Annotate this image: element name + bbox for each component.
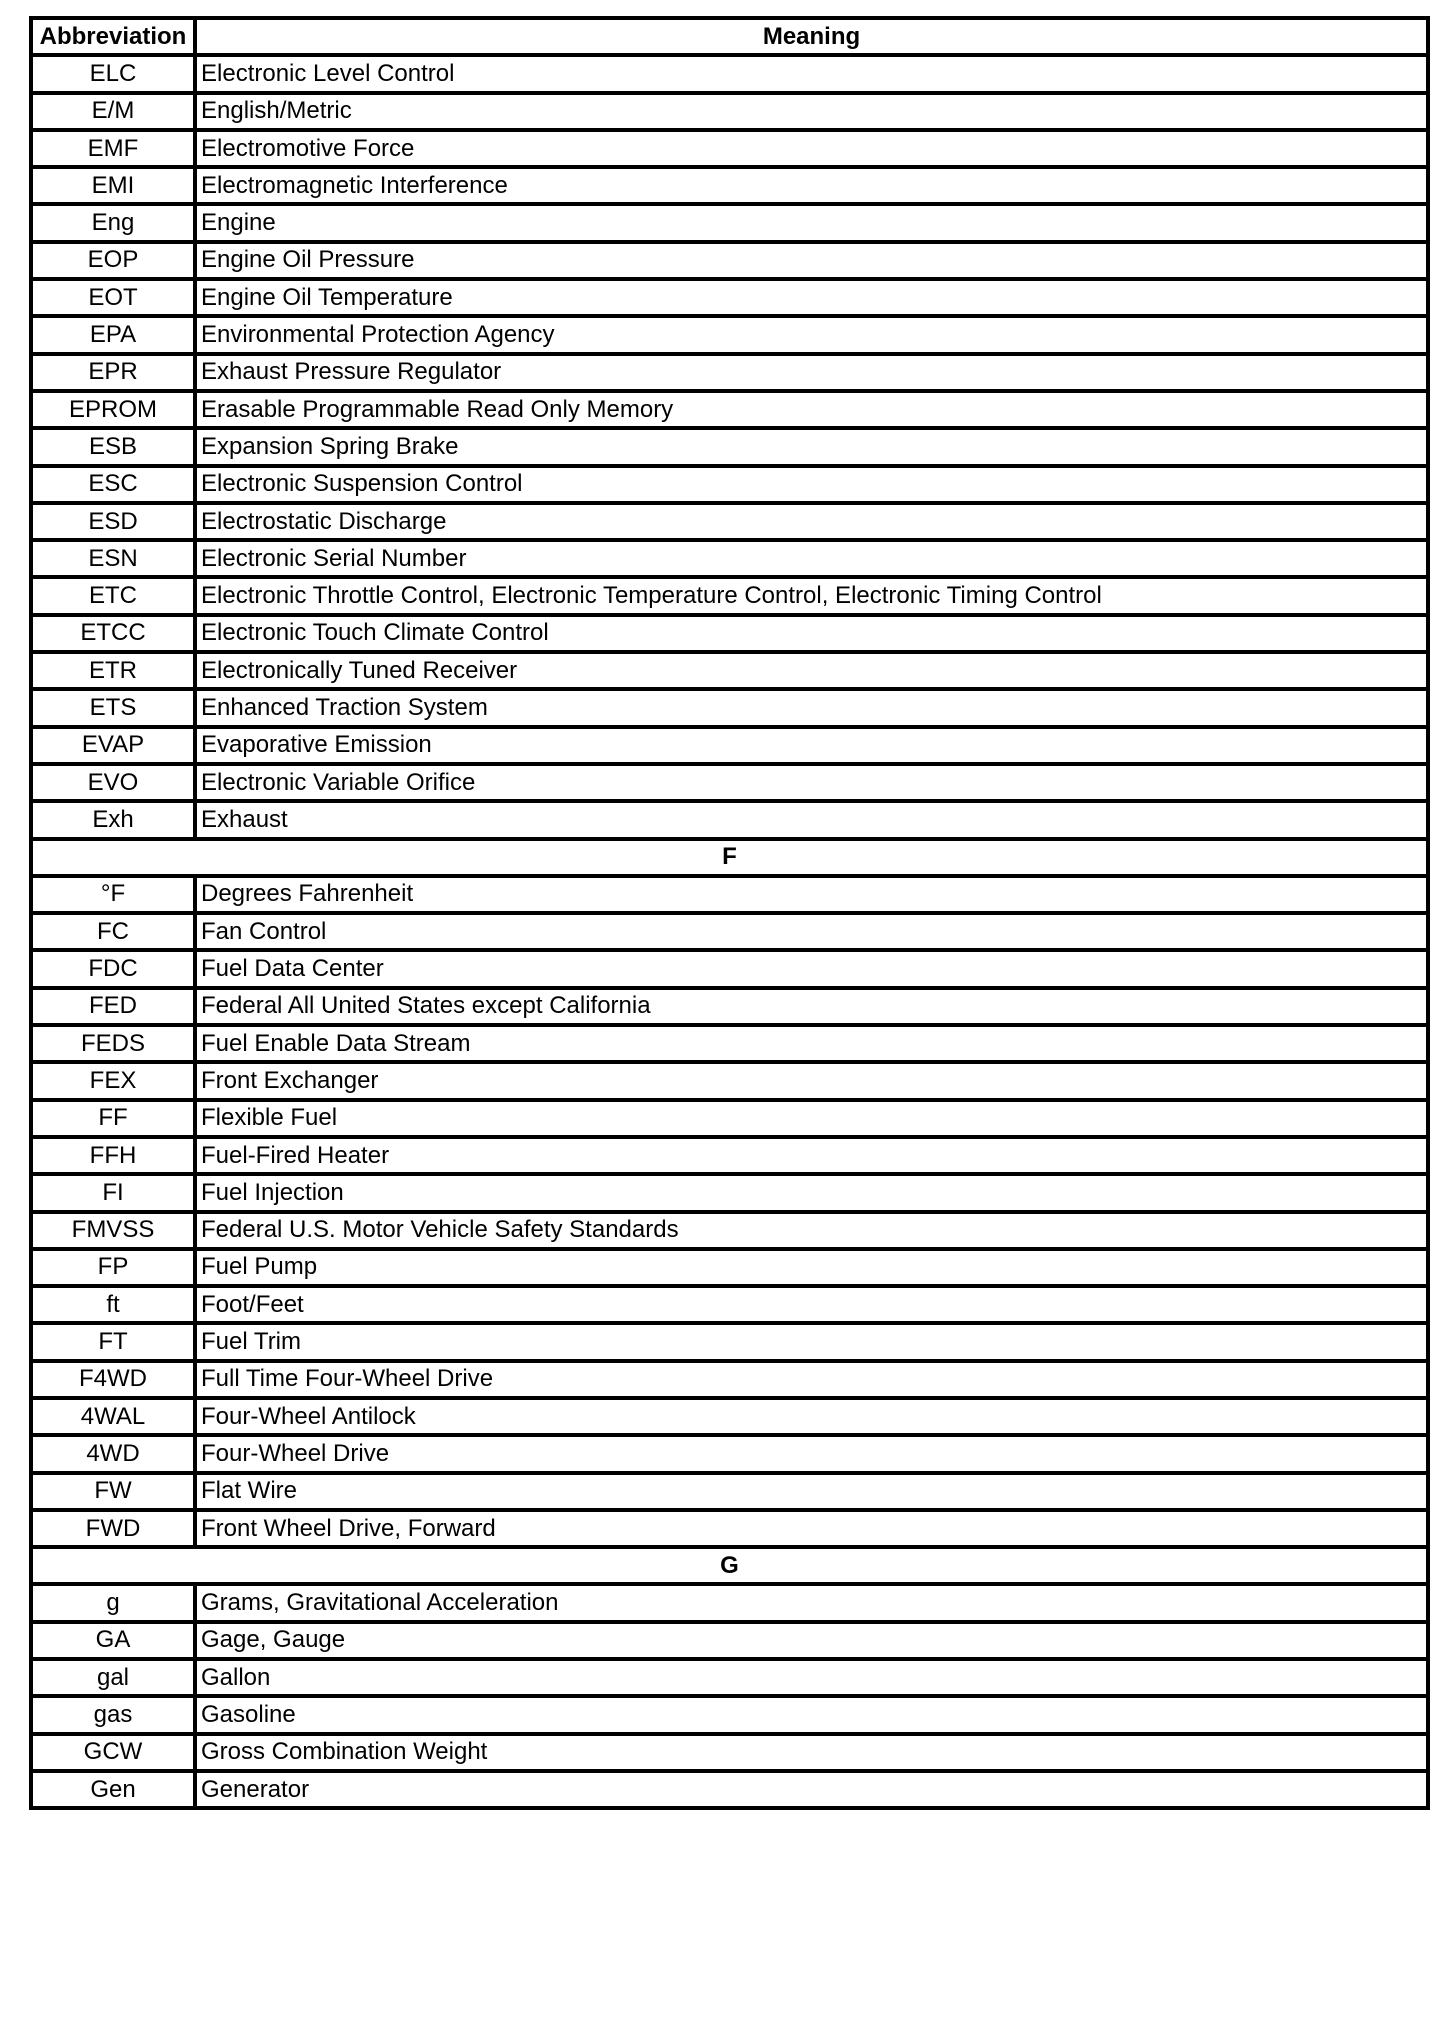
abbreviation-cell: EOT [31, 279, 195, 316]
meaning-cell: Federal U.S. Motor Vehicle Safety Standards [195, 1212, 1428, 1249]
meaning-cell: Full Time Four-Wheel Drive [195, 1361, 1428, 1398]
abbreviation-cell: FF [31, 1100, 195, 1137]
table-row [31, 1659, 1428, 1696]
table-row [31, 391, 1428, 428]
table-row [31, 615, 1428, 652]
meaning-cell: Environmental Protection Agency [195, 316, 1428, 353]
abbreviation-cell: ETC [31, 577, 195, 614]
table-row [31, 652, 1428, 689]
meaning-cell: Gallon [195, 1659, 1428, 1696]
table-row [31, 1025, 1428, 1062]
meaning-cell: Flat Wire [195, 1473, 1428, 1510]
meaning-cell: Electronically Tuned Receiver [195, 652, 1428, 689]
meaning-cell: Electronic Level Control [195, 55, 1428, 92]
table-row [31, 130, 1428, 167]
abbreviation-cell: g [31, 1584, 195, 1621]
abbreviation-cell: FP [31, 1249, 195, 1286]
abbreviation-cell: 4WAL [31, 1398, 195, 1435]
table-row [31, 55, 1428, 92]
abbreviation-cell: ESC [31, 466, 195, 503]
meaning-cell: Electronic Serial Number [195, 540, 1428, 577]
table-row [31, 1286, 1428, 1323]
meaning-cell: Engine [195, 204, 1428, 241]
meaning-cell: Electronic Touch Climate Control [195, 615, 1428, 652]
abbreviation-cell: FMVSS [31, 1212, 195, 1249]
abbreviation-cell: F4WD [31, 1361, 195, 1398]
table-row [31, 1510, 1428, 1547]
table-row [31, 577, 1428, 614]
abbreviation-cell: GCW [31, 1734, 195, 1771]
abbreviation-cell: EPR [31, 354, 195, 391]
meaning-cell: Evaporative Emission [195, 727, 1428, 764]
meaning-cell: Front Exchanger [195, 1062, 1428, 1099]
abbreviation-cell: GA [31, 1622, 195, 1659]
meaning-cell: Gasoline [195, 1696, 1428, 1733]
table-row [31, 1398, 1428, 1435]
abbreviation-cell: FDC [31, 950, 195, 987]
table-row [31, 689, 1428, 726]
meaning-cell: Fan Control [195, 913, 1428, 950]
meaning-cell: Four-Wheel Antilock [195, 1398, 1428, 1435]
table-row [31, 1473, 1428, 1510]
abbreviation-cell: ETCC [31, 615, 195, 652]
abbreviation-cell: gal [31, 1659, 195, 1696]
abbreviation-cell: E/M [31, 93, 195, 130]
table-row [31, 1249, 1428, 1286]
abbreviation-cell: EOP [31, 242, 195, 279]
section-header-row [31, 839, 1428, 876]
abbreviation-cell: 4WD [31, 1435, 195, 1472]
meaning-column-header: Meaning [195, 18, 1428, 55]
abbreviation-cell: gas [31, 1696, 195, 1733]
meaning-cell: English/Metric [195, 93, 1428, 130]
abbreviation-cell: EMI [31, 167, 195, 204]
abbreviation-cell: EVO [31, 764, 195, 801]
table-row [31, 1100, 1428, 1137]
abbreviation-cell: FEX [31, 1062, 195, 1099]
abbreviation-cell: ELC [31, 55, 195, 92]
abbreviation-cell: FC [31, 913, 195, 950]
abbreviation-cell: EVAP [31, 727, 195, 764]
table-row [31, 316, 1428, 353]
table-row [31, 466, 1428, 503]
abbreviation-table [29, 16, 1430, 1810]
table-row [31, 950, 1428, 987]
meaning-cell: Fuel Enable Data Stream [195, 1025, 1428, 1062]
abbreviation-cell: ft [31, 1286, 195, 1323]
table-row [31, 503, 1428, 540]
abbreviation-cell: Eng [31, 204, 195, 241]
meaning-cell: Front Wheel Drive, Forward [195, 1510, 1428, 1547]
meaning-cell: Enhanced Traction System [195, 689, 1428, 726]
table-row [31, 167, 1428, 204]
meaning-cell: Foot/Feet [195, 1286, 1428, 1323]
meaning-cell: Electromagnetic Interference [195, 167, 1428, 204]
abbreviation-cell: Exh [31, 801, 195, 838]
abbreviation-cell: FED [31, 988, 195, 1025]
abbreviation-cell: EPA [31, 316, 195, 353]
abbreviation-cell: FFH [31, 1137, 195, 1174]
abbreviation-cell: FWD [31, 1510, 195, 1547]
table-row [31, 540, 1428, 577]
table-body [31, 55, 1428, 1808]
abbreviation-cell: ESB [31, 428, 195, 465]
abbreviation-cell: EPROM [31, 391, 195, 428]
meaning-cell: Engine Oil Pressure [195, 242, 1428, 279]
abbreviation-cell: FI [31, 1174, 195, 1211]
abbreviation-cell: EMF [31, 130, 195, 167]
abbreviation-cell: °F [31, 876, 195, 913]
table-row [31, 242, 1428, 279]
table-row [31, 1435, 1428, 1472]
table-row [31, 204, 1428, 241]
table-row [31, 727, 1428, 764]
meaning-cell: Electrostatic Discharge [195, 503, 1428, 540]
meaning-cell: Generator [195, 1771, 1428, 1808]
meaning-cell: Fuel Trim [195, 1323, 1428, 1360]
table-row [31, 1212, 1428, 1249]
table-row [31, 913, 1428, 950]
header-row [31, 18, 1428, 55]
section-header-row [31, 1547, 1428, 1584]
meaning-cell: Engine Oil Temperature [195, 279, 1428, 316]
table-row [31, 1062, 1428, 1099]
meaning-cell: Four-Wheel Drive [195, 1435, 1428, 1472]
abbreviation-cell: FW [31, 1473, 195, 1510]
abbreviation-cell: ESN [31, 540, 195, 577]
table-row [31, 354, 1428, 391]
table-row [31, 428, 1428, 465]
table-row [31, 1734, 1428, 1771]
meaning-cell: Fuel Injection [195, 1174, 1428, 1211]
meaning-cell: Fuel-Fired Heater [195, 1137, 1428, 1174]
table-row [31, 1696, 1428, 1733]
meaning-cell: Electronic Throttle Control, Electronic Temperature Control, Electronic Timing Control [195, 577, 1428, 614]
section-letter: G [31, 1547, 1428, 1584]
abbreviation-cell: ETS [31, 689, 195, 726]
meaning-cell: Electromotive Force [195, 130, 1428, 167]
table-row [31, 1137, 1428, 1174]
table-row [31, 279, 1428, 316]
table-row [31, 1584, 1428, 1621]
table-row [31, 1771, 1428, 1808]
meaning-cell: Gross Combination Weight [195, 1734, 1428, 1771]
table-row [31, 988, 1428, 1025]
meaning-cell: Federal All United States except California [195, 988, 1428, 1025]
meaning-cell: Erasable Programmable Read Only Memory [195, 391, 1428, 428]
meaning-cell: Fuel Data Center [195, 950, 1428, 987]
meaning-cell: Electronic Variable Orifice [195, 764, 1428, 801]
table-row [31, 1174, 1428, 1211]
meaning-cell: Flexible Fuel [195, 1100, 1428, 1137]
meaning-cell: Expansion Spring Brake [195, 428, 1428, 465]
table-row [31, 93, 1428, 130]
meaning-cell: Exhaust Pressure Regulator [195, 354, 1428, 391]
meaning-cell: Electronic Suspension Control [195, 466, 1428, 503]
table-row [31, 876, 1428, 913]
abbreviation-cell: FT [31, 1323, 195, 1360]
abbreviation-cell: ETR [31, 652, 195, 689]
abbreviation-cell: ESD [31, 503, 195, 540]
section-letter: F [31, 839, 1428, 876]
meaning-cell: Grams, Gravitational Acceleration [195, 1584, 1428, 1621]
table-row [31, 1323, 1428, 1360]
meaning-cell: Exhaust [195, 801, 1428, 838]
table-row [31, 764, 1428, 801]
table-row [31, 1361, 1428, 1398]
abbreviation-cell: Gen [31, 1771, 195, 1808]
table-row [31, 801, 1428, 838]
table-row [31, 1622, 1428, 1659]
abbreviation-column-header: Abbreviation [31, 18, 195, 55]
meaning-cell: Gage, Gauge [195, 1622, 1428, 1659]
meaning-cell: Degrees Fahrenheit [195, 876, 1428, 913]
abbreviation-cell: FEDS [31, 1025, 195, 1062]
meaning-cell: Fuel Pump [195, 1249, 1428, 1286]
